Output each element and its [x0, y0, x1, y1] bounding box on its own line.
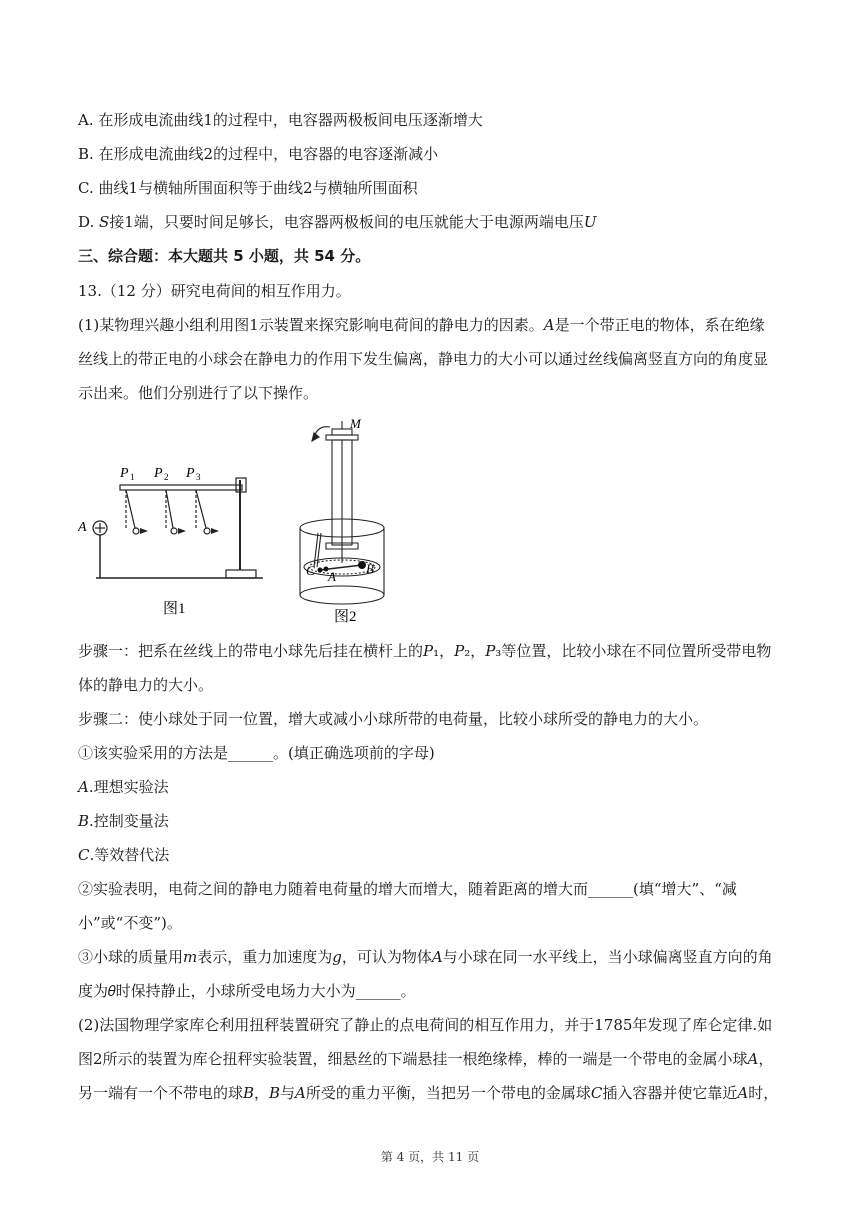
section-heading: 三、综合题：本大题共 5 小题，共 54 分。	[78, 247, 371, 265]
figure-1-label-p3: P	[186, 466, 195, 481]
question-13-title: 13.（12 分）研究电荷间的相互作用力。	[78, 282, 351, 300]
option-b: B. 在形成电流曲线2的过程中，电容器的电容逐渐减小	[78, 145, 439, 163]
figure-2-label-b: B	[366, 561, 374, 576]
part1-line-3: 示出来。他们分别进行了以下操作。	[78, 384, 319, 402]
page-footer: 第 4 页，共 11 页	[380, 1150, 480, 1164]
question-3-line-1: ③小球的质量用𝑚表示，重力加速度为𝑔，可认为物体𝐴与小球在同一水平线上，当小球偏离竖直方向的角	[78, 948, 773, 966]
figure-1-sub-2: 2	[164, 472, 169, 482]
step1-line-2: 体的静电力的大小。	[78, 676, 214, 694]
step2-line: 步骤二：使小球处于同一位置，增大或减小小球所带的电荷量，比较小球所受的静电力的大小。	[78, 710, 709, 728]
question-1: ①该实验采用的方法是______。(填正确选项前的字母)	[78, 744, 435, 762]
figure-1-label-p1: P	[120, 466, 129, 481]
choice-b: 𝐵.控制变量法	[78, 812, 169, 830]
figure-1	[78, 450, 268, 625]
part1-line-1: (1)某物理兴趣小组利用图1示装置来探究影响电荷间的静电力的因素。𝐴是一个带正电的物体，系在绝缘	[78, 316, 765, 334]
question-2-line-1: ②实验表明，电荷之间的静电力随着电荷量的增大而增大，随着距离的增大而______(填“增大”、“减	[78, 880, 737, 898]
figure-1-label-p2: P	[154, 466, 163, 481]
part2-line-2: 图2所示的装置为库仑扭秤实验装置，细悬丝的下端悬挂一根绝缘棒，棒的一端是一个带电的金属小球𝐴，	[78, 1050, 774, 1068]
question-2-line-2: 小”或“不变”)。	[78, 914, 182, 932]
choice-a: 𝐴.理想实验法	[78, 778, 169, 796]
figure-1-sub-3: 3	[196, 472, 201, 482]
part2-line-1: (2)法国物理学家库仑利用扭秤装置研究了静止的点电荷间的相互作用力，并于1785年发现了库仑定律.如	[78, 1016, 773, 1034]
question-3-line-2: 度为𝜃时保持静止，小球所受电场力大小为______。	[78, 982, 416, 1000]
figure-2-label-a: A	[328, 569, 336, 584]
figure-2-label-c: C	[306, 563, 315, 578]
choice-c: 𝐶.等效替代法	[78, 846, 170, 864]
option-d: D. 𝑆接1端，只要时间足够长，电容器两极板间的电压就能大于电源两端电压𝑈	[78, 213, 597, 231]
part2-line-3: 另一端有一个不带电的球𝐵，𝐵与𝐴所受的重力平衡，当把另一个带电的金属球𝐶插入容器并使它靠近𝐴时，	[78, 1084, 779, 1102]
figure-2-caption: 图2	[334, 609, 357, 625]
figure-2	[290, 415, 400, 625]
option-a: A. 在形成电流曲线1的过程中，电容器两极板间电压逐渐增大	[78, 111, 483, 129]
figure-1-caption: 图1	[163, 601, 186, 617]
figure-2-label-m: M	[350, 416, 361, 431]
part1-line-2: 丝线上的带正电的小球会在静电力的作用下发生偏离，静电力的大小可以通过丝线偏离竖直方向的角度显	[78, 350, 769, 368]
figure-1-label-a: A	[78, 520, 87, 535]
option-c: C. 曲线1与横轴所围面积等于曲线2与横轴所围面积	[78, 179, 418, 197]
step1-line-1: 步骤一：把系在丝线上的带电小球先后挂在横杆上的𝑃₁，𝑃₂，𝑃₃等位置，比较小球在不同位置所受带电物	[78, 642, 772, 660]
figure-1-sub-1: 1	[130, 472, 135, 482]
